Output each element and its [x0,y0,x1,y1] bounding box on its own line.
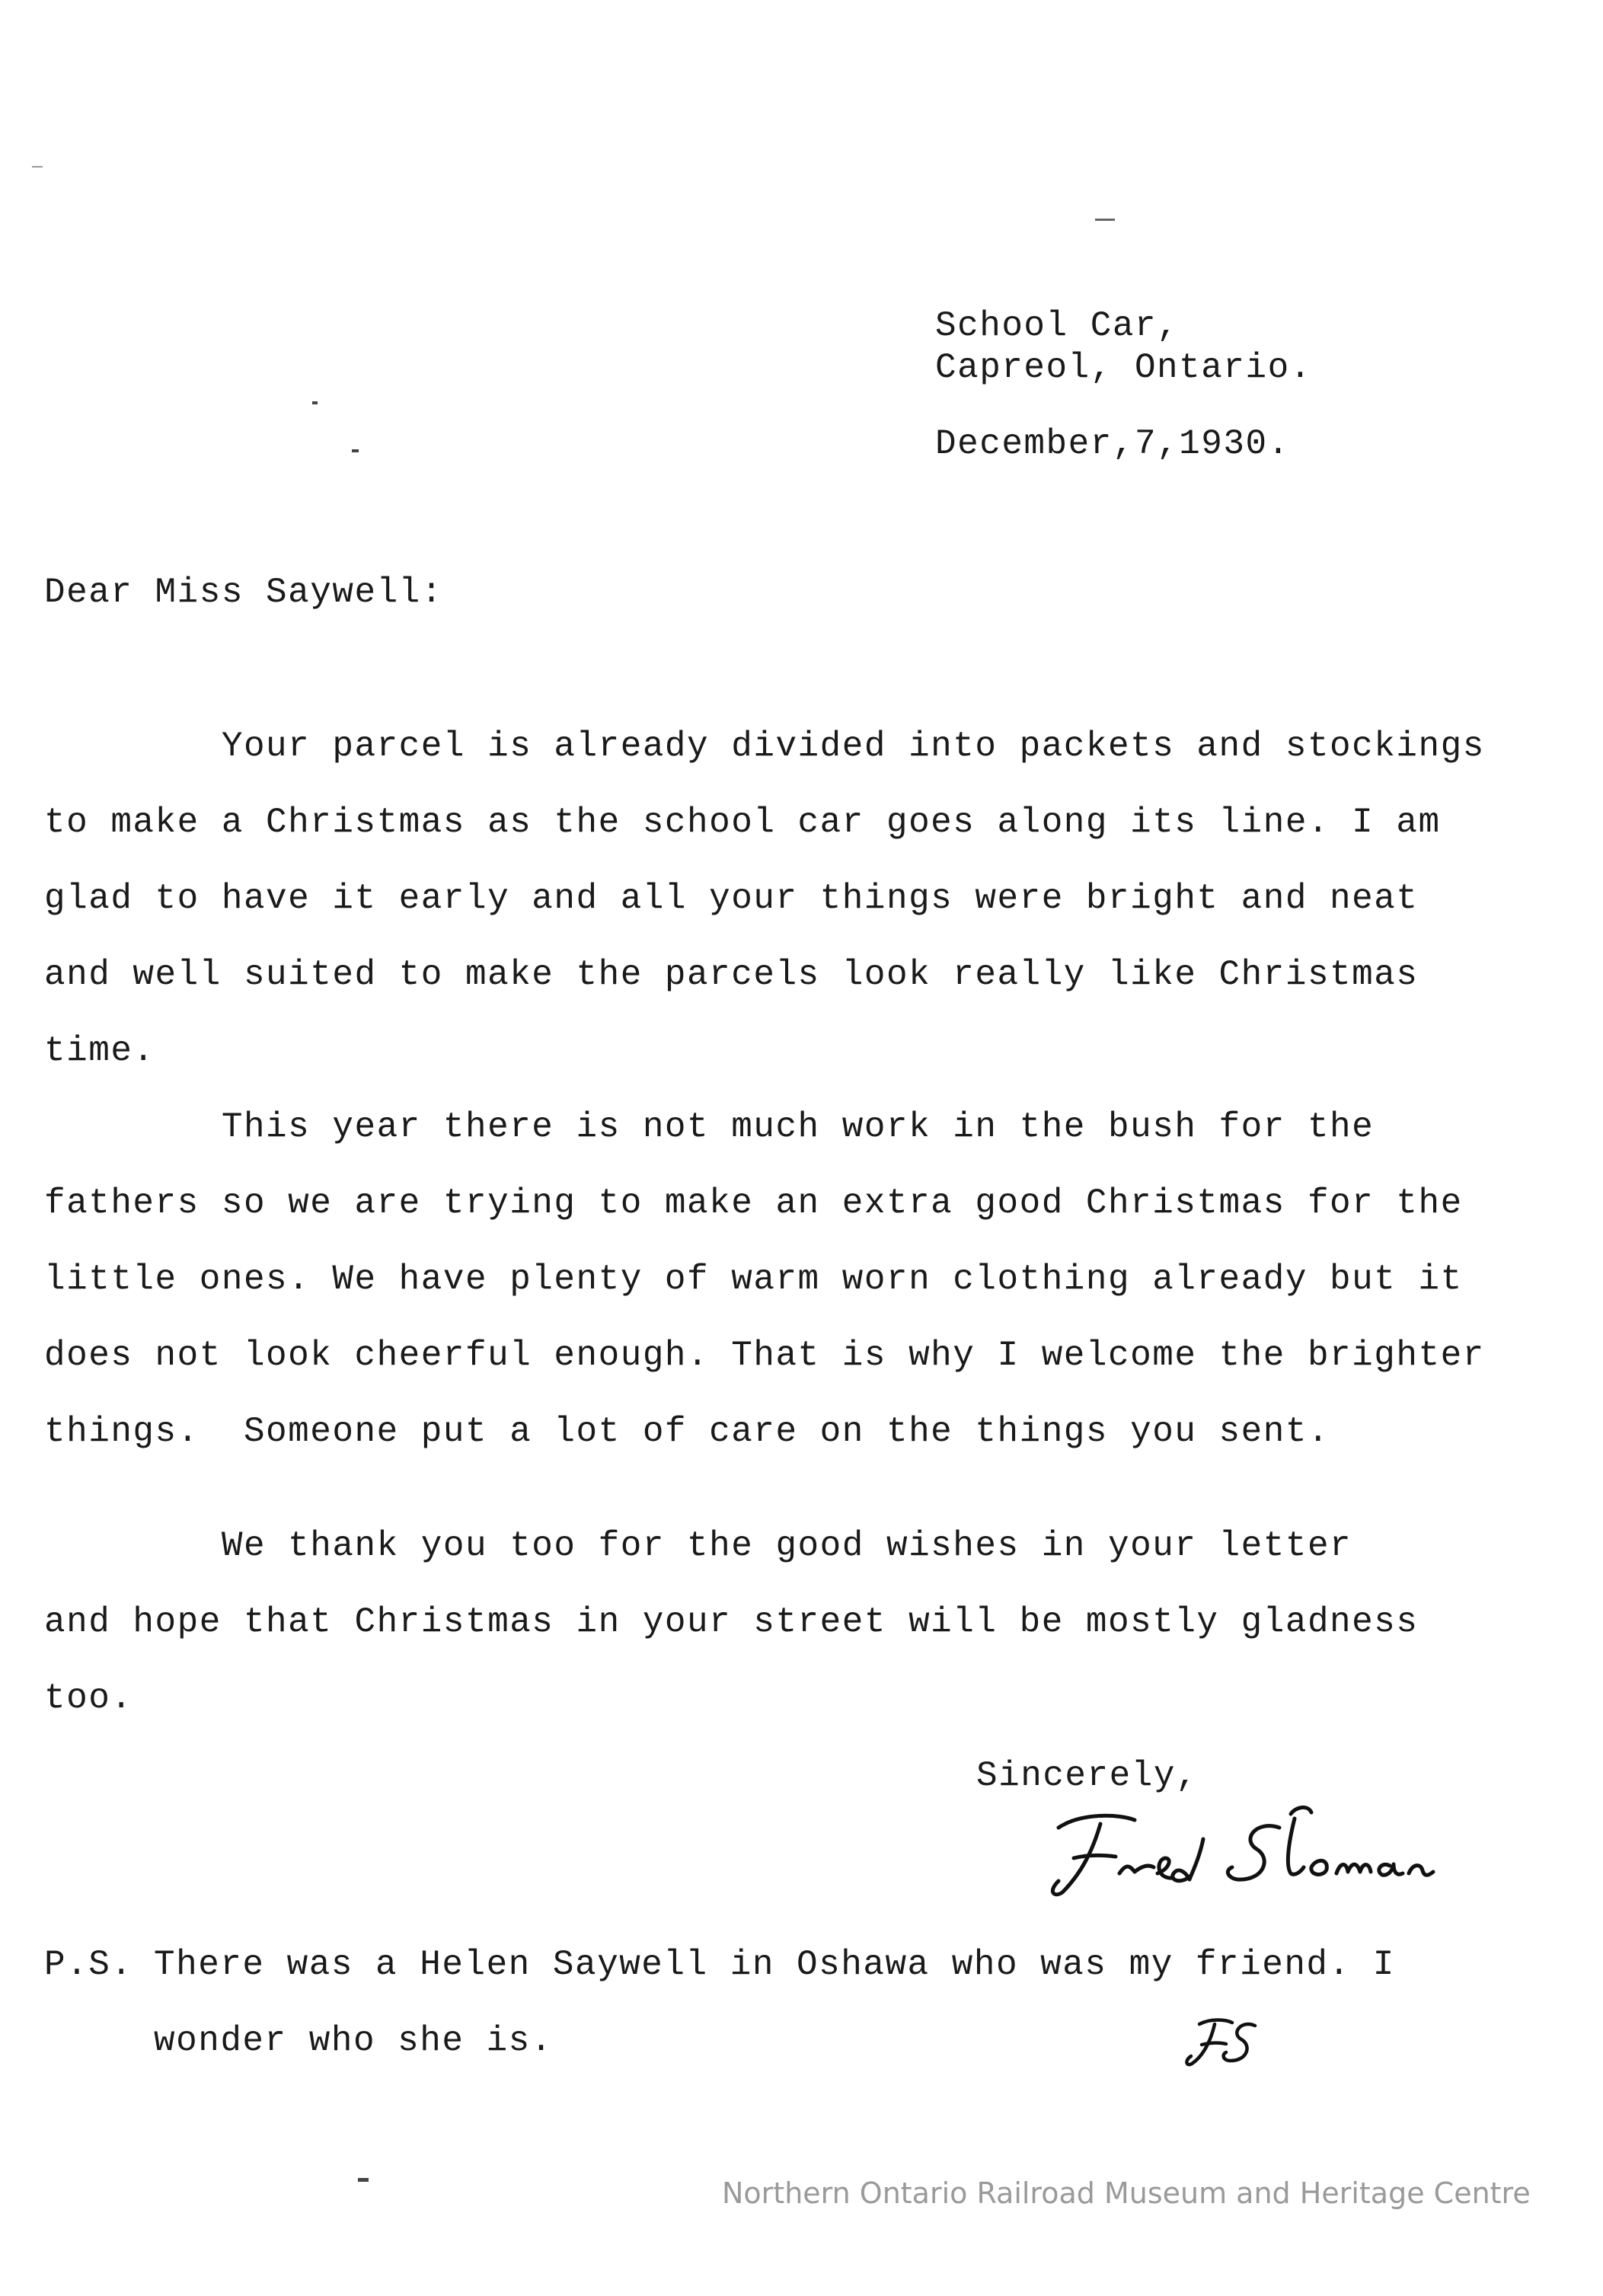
address-line-2: Capreol, Ontario. [935,348,1312,388]
letter-date: December,7,1930. [935,424,1290,464]
paragraph-2-line: This year there is not much work in the bush for the [44,1107,1375,1147]
paragraph-1-line: to make a Christmas as the school car goes along its line. I am [44,803,1441,842]
postscript-line-2: wonder who she is. [154,2021,553,2061]
address-line-1: School Car, [935,306,1180,346]
paragraph-3-line: too. [44,1678,133,1718]
paragraph-3-line: and hope that Christmas in your street will be mostly gladness [44,1602,1419,1642]
museum-watermark: Northern Ontario Railroad Museum and Heritage Centre [722,2176,1531,2210]
scan-speck [1095,219,1115,221]
paragraph-3-line: We thank you too for the good wishes in your letter [44,1526,1352,1566]
paragraph-1-line: time. [44,1031,155,1071]
scan-speck [358,2178,369,2182]
scan-speck [352,449,359,452]
paragraph-2-line: does not look cheerful enough. That is why I welcome the brighter [44,1336,1485,1375]
handwritten-initials [1180,2010,1264,2071]
postscript-line-1: There was a Helen Saywell in Oshawa who was my friend. I [154,1945,1395,1985]
postscript-label: P.S. [44,1945,133,1985]
scan-speck [312,401,318,404]
paragraph-2-line: little ones. We have plenty of warm worn clothing already but it [44,1260,1463,1299]
paragraph-1-line: glad to have it early and all your things were bright and neat [44,879,1419,918]
paragraph-2-line: things. Someone put a lot of care on the things you sent. [44,1412,1330,1451]
paragraph-1-line: and well suited to make the parcels look really like Christmas [44,955,1419,995]
handwritten-signature [1028,1797,1493,1904]
scan-speck [32,166,43,168]
paragraph-1-line: Your parcel is already divided into packets and stockings [44,726,1485,766]
closing: Sincerely, [976,1756,1199,1796]
salutation: Dear Miss Saywell: [44,573,443,612]
paragraph-2-line: fathers so we are trying to make an extra good Christmas for the [44,1183,1463,1223]
